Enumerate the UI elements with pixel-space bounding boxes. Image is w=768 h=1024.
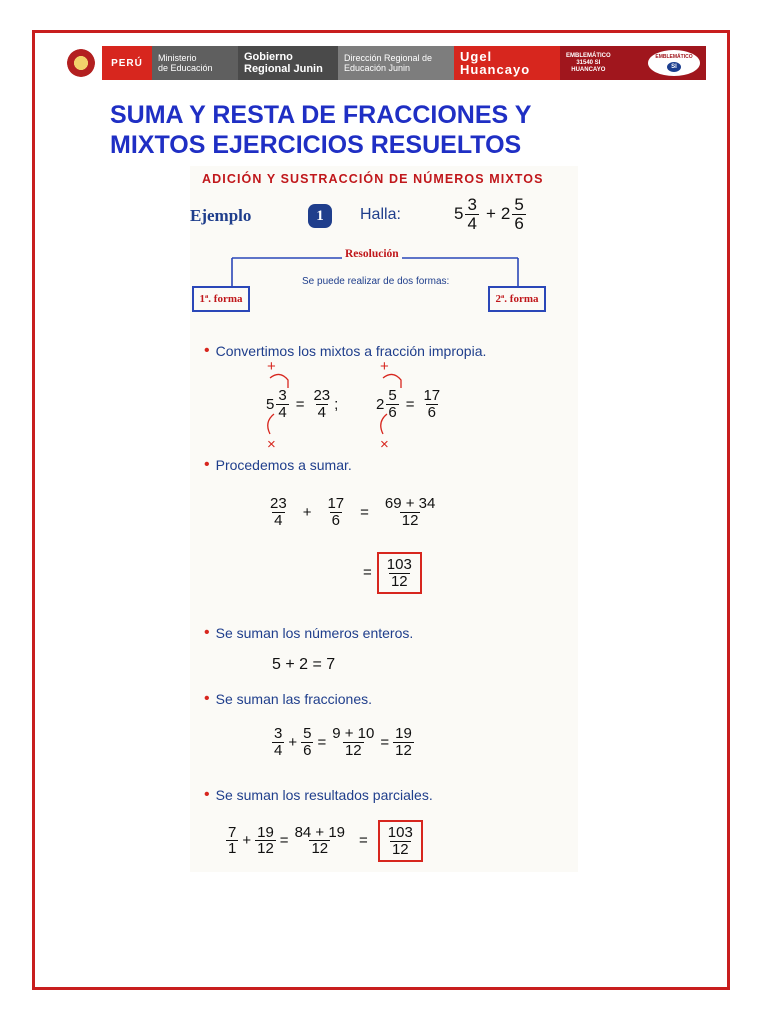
bullet-convertimos: • Convertimos los mixtos a fracción impropia.	[204, 342, 487, 359]
peru-seal-icon	[60, 46, 102, 80]
final-result-box: $\frac{103}{12}$	[378, 820, 423, 862]
fractions-sum: $\frac{3}{4}$ + $\frac{5}{6}$ = $\frac{9 + 10}{12}$ = $\frac{19}{12}$	[274, 725, 412, 759]
bullet-procedemos: • Procedemos a sumar.	[204, 456, 352, 473]
conversion-2: 2 $\frac{5}{6}$ = $\frac{17}{6}$	[376, 387, 441, 421]
times-arrow-icon: ×	[267, 436, 276, 453]
bullet-fracciones: • Se suman las fracciones.	[204, 690, 373, 707]
integers-equation: 5 + 2 = 7	[272, 656, 336, 673]
worksheet-subtitle: ADICIÓN Y SUSTRACCIÓN DE NÚMEROS MIXTOS	[202, 172, 544, 186]
header-banner	[60, 46, 706, 80]
sum-result: = $\frac{103}{12}$	[358, 552, 422, 594]
direccion-block: Dirección Regional de Educación Junin	[338, 46, 454, 80]
conversion-1: 5 $\frac{3}{4}$ = $\frac{23}{4}$ ;	[266, 387, 339, 421]
times-arrow-icon: ×	[380, 436, 389, 453]
forma2-box: 2ª. forma	[488, 286, 546, 312]
bullet-enteros: • Se suman los números enteros.	[204, 624, 414, 641]
resolucion-label: Resolución	[342, 248, 402, 260]
bullet-parciales: • Se suman los resultados parciales.	[204, 786, 433, 803]
problem-expression: 5 $\frac{3}{4}$ + 2 $\frac{5}{6}$	[454, 195, 524, 233]
bullet-dot-icon: •	[204, 342, 210, 359]
gobierno-block: Gobierno Regional Junin	[238, 46, 338, 80]
plus-arrow-icon: +	[380, 358, 389, 375]
ejemplo-label: Ejemplo	[190, 206, 252, 225]
ministerio-block: Ministerio de Educación	[152, 46, 238, 80]
dos-formas-text: Se puede realizar de dos formas:	[302, 276, 450, 287]
bullet-dot-icon: •	[204, 624, 210, 641]
partial-sum: $\frac{7}{1}$ + $\frac{19}{12}$ = $\frac{84 + 19}{12}$ = $\frac{103}{12}$	[224, 820, 423, 862]
sum-expression: $\frac{23}{4}$ + $\frac{17}{6}$ = $\frac{69 + 34}{12}$	[270, 495, 436, 529]
plus-arrow-icon: +	[267, 358, 276, 375]
forma1-box: 1ª. forma	[192, 286, 250, 312]
bullet-dot-icon: •	[204, 690, 210, 707]
halla-label: Halla:	[360, 206, 401, 223]
ejemplo-number: 1	[308, 204, 332, 228]
page-title: SUMA Y RESTA DE FRACCIONES Y MIXTOS EJERCICIOS RESUELTOS	[110, 101, 532, 159]
peru-label: PERÚ	[102, 46, 152, 80]
worksheet-image	[190, 166, 578, 872]
ugel-block: Ugel Huancayo	[454, 46, 560, 80]
result-box: $\frac{103}{12}$	[377, 552, 422, 594]
bullet-dot-icon: •	[204, 456, 210, 473]
emblematico-block: EMBLEMÁTICO 31540 SI HUANCAYO EMBLEMÁTICO SI	[560, 46, 706, 80]
bullet-dot-icon: •	[204, 786, 210, 803]
emblematico-badge-icon: EMBLEMÁTICO SI	[648, 50, 700, 76]
